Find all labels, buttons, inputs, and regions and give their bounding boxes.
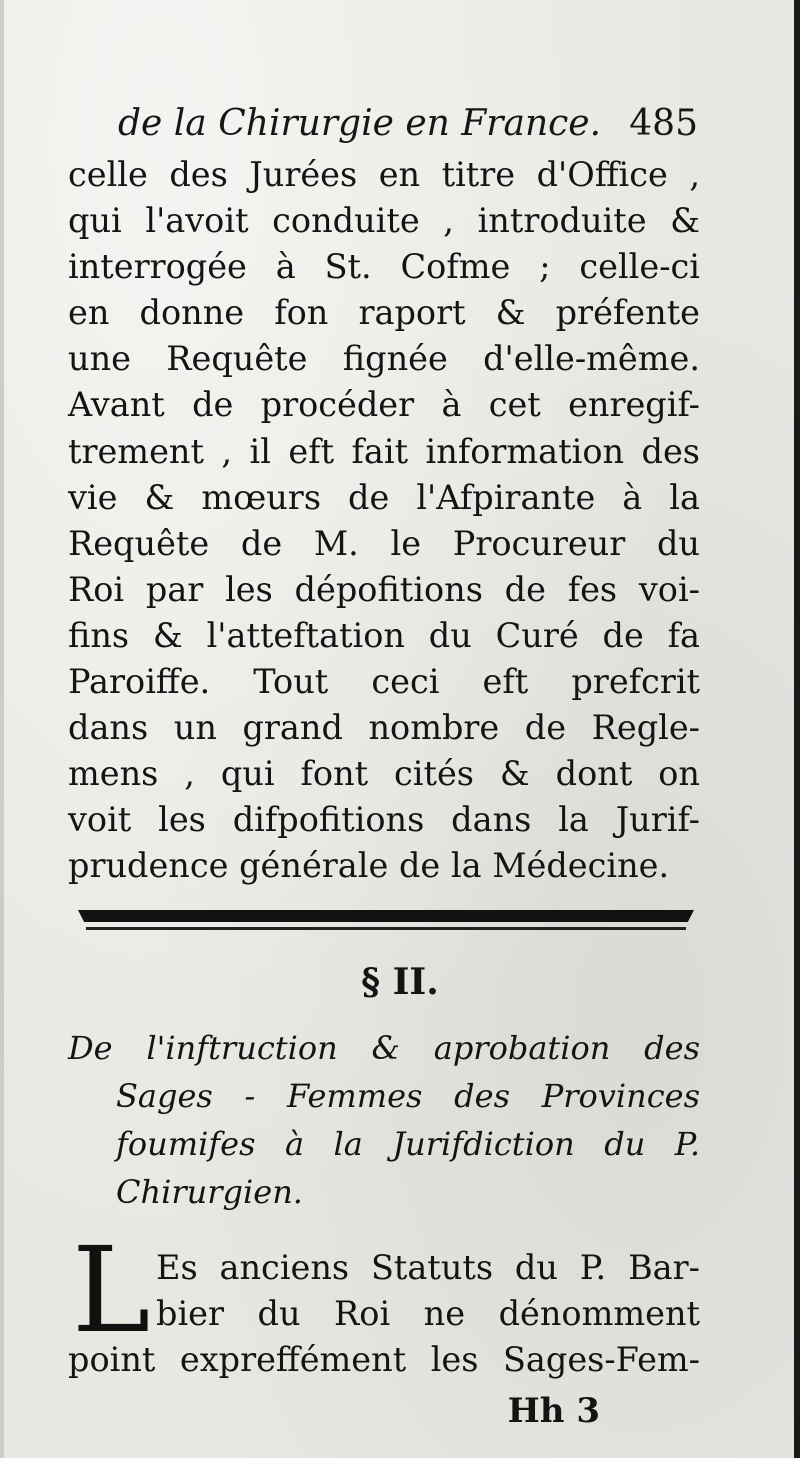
text-line: prudence générale de la Médecine. xyxy=(68,846,670,886)
section-title-line: Chirurgien. xyxy=(116,1173,303,1211)
text-line: vie & mœurs de l'Afpirante à la xyxy=(68,477,700,517)
opening-paragraph xyxy=(68,1245,700,1383)
text-line: voit les difpofitions dans la Jurif- xyxy=(68,800,700,840)
section-title xyxy=(68,1024,700,1216)
section-number: § II. xyxy=(361,961,439,1003)
text-line: mens , qui font cités & dont on xyxy=(68,754,700,794)
page-right-edge xyxy=(794,0,800,1458)
running-head-title: de la Chirurgie en France. xyxy=(118,103,602,144)
text-line: celle des Jurées en titre d'Office , xyxy=(68,155,700,194)
rule-thick-line xyxy=(78,910,694,922)
text-line: une Requête fignée d'elle-même. xyxy=(68,339,700,379)
page-number: 485 xyxy=(629,103,698,144)
text-line: trement , il eft fait information des xyxy=(68,431,700,471)
text-line: dans un grand nombre de Regle- xyxy=(68,708,700,748)
text-line: fins & l'atteftation du Curé de fa xyxy=(68,615,700,655)
section-divider-rule xyxy=(78,910,694,932)
text-line: qui l'avoit conduite , introduite & xyxy=(68,201,700,241)
section-title-line: Sages - Femmes des Provinces xyxy=(116,1077,700,1115)
drop-cap: L xyxy=(72,1221,151,1359)
text-line: point expreffément les Sages-Fem- xyxy=(68,1340,700,1379)
text-line: bier du Roi ne dénomment xyxy=(156,1294,700,1333)
signature-mark: Hh 3 xyxy=(507,1391,600,1431)
rule-thin-line xyxy=(86,927,686,930)
text-line: Avant de procéder à cet enregif- xyxy=(68,385,700,425)
text-line: Es anciens Statuts du P. Bar- xyxy=(156,1248,700,1287)
text-line: Paroiffe. Tout ceci eft prefcrit xyxy=(68,662,700,702)
text-line: en donne fon raport & préfente xyxy=(68,293,700,333)
running-head xyxy=(118,98,698,150)
page-left-edge xyxy=(0,0,4,1458)
section-title-line: foumifes à la Jurifdiction du P. xyxy=(116,1125,700,1163)
text-line: interrogée à St. Cofme ; celle-ci xyxy=(68,247,700,287)
text-line: Roi par les dépofitions de fes voi- xyxy=(68,569,700,609)
section-title-line: De l'inftruction & aprobation des xyxy=(68,1029,700,1067)
body-paragraph xyxy=(68,152,700,890)
text-line: Requête de M. le Procureur du xyxy=(68,523,700,563)
